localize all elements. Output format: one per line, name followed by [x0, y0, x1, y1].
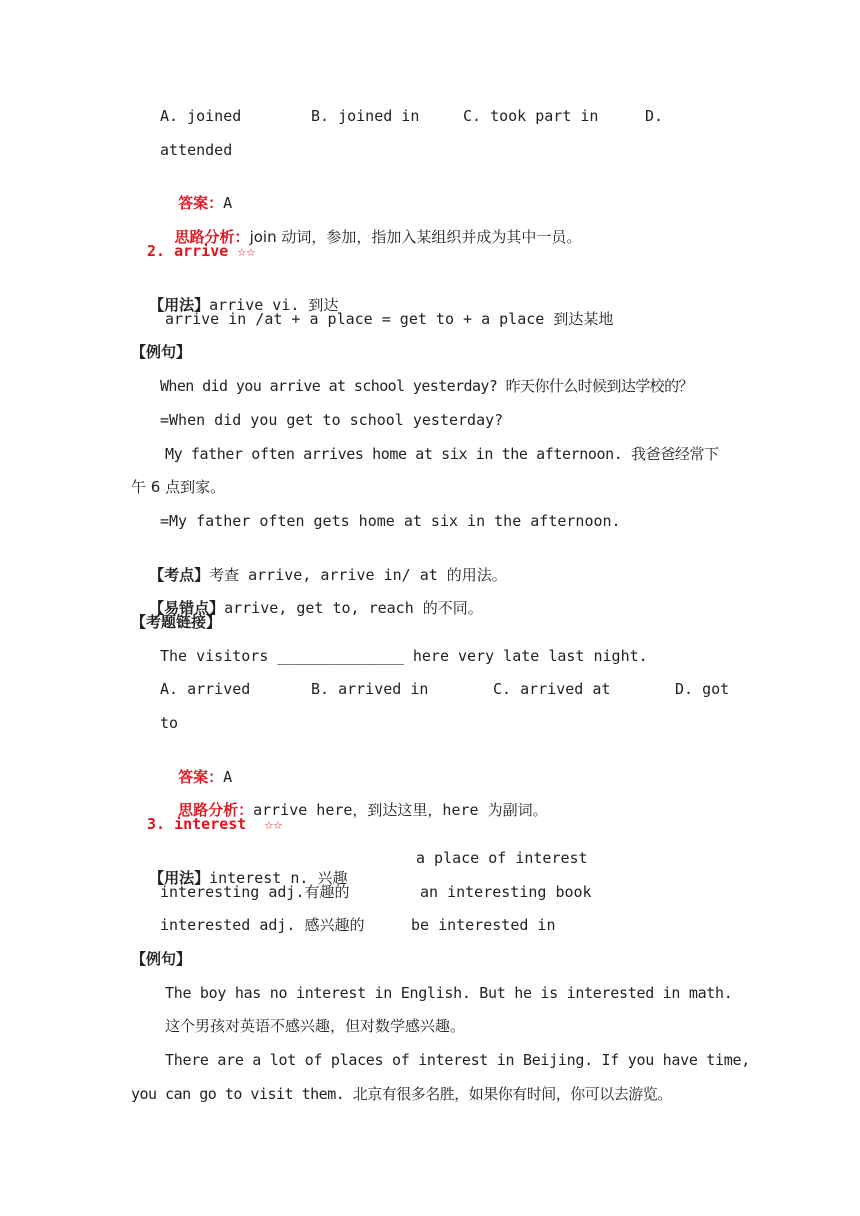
- analysis-text: join 动词，参加，指加入某组织并成为其中一员。: [249, 228, 582, 246]
- example-1-translation: 这个男孩对英语不感兴趣，但对数学感兴趣。: [165, 1017, 466, 1035]
- option-d-continued: attended: [160, 141, 233, 159]
- yicuo-text: arrive, get to, reach 的不同。: [224, 599, 483, 617]
- example-2: There are a lot of places of interest in Beijing. If you have time,: [165, 1051, 750, 1069]
- usage-example: a place of interest: [416, 849, 588, 867]
- answer-value: A: [223, 768, 233, 786]
- example-1: When did you arrive at school yesterday? 昨天你什么时候到达学校的？: [160, 377, 693, 395]
- example-label: 【例句】: [131, 950, 192, 968]
- section-heading-interest: 3. interest ☆☆: [147, 815, 283, 833]
- usage-label: 【用法】: [149, 869, 210, 887]
- kaodian-text: 考查 arrive, arrive in/ at 的用法。: [209, 566, 507, 584]
- usage-line-2: arrive in /at + a place = get to + a place 到达某地: [165, 310, 614, 328]
- example-2: My father often arrives home at six in the afternoon. 我爸爸经常下: [165, 445, 719, 463]
- option-c: C. arrived at: [493, 680, 611, 698]
- option-d-continued: to: [160, 714, 179, 732]
- kaodian-label: 【考点】: [149, 566, 210, 584]
- answer-label: 答案：: [178, 768, 224, 786]
- analysis-text: arrive here，到达这里，here 为副词。: [253, 801, 548, 819]
- yicuo-label: 【易错点】: [149, 599, 225, 617]
- example-label: 【例句】: [131, 343, 192, 361]
- option-a: A. joined: [160, 107, 242, 125]
- example-1b: =When did you get to school yesterday?: [160, 411, 504, 429]
- usage-word: interested adj. 感兴趣的: [160, 916, 365, 934]
- example-1: The boy has no interest in English. But he is interested in math.: [165, 984, 733, 1002]
- analysis-label: 思路分析：: [178, 801, 254, 819]
- usage-example: an interesting book: [420, 883, 592, 901]
- question-text: The visitors ______________ here very late last night.: [160, 647, 648, 665]
- example-2-continued: 午 6 点到家。: [131, 478, 226, 496]
- usage-text: arrive vi. 到达: [209, 296, 339, 314]
- option-a: A. arrived: [160, 680, 251, 698]
- example-2b: =My father often gets home at six in the afternoon.: [160, 512, 621, 530]
- option-d: D. got: [675, 680, 730, 698]
- usage-label: 【用法】: [149, 296, 210, 314]
- example-2-continued: you can go to visit them. 北京有很多名胜，如果你有时间，你可以去游览。: [131, 1085, 672, 1103]
- option-d: D.: [645, 107, 664, 125]
- link-label: 【考题链接】: [131, 613, 222, 631]
- option-c: C. took part in: [463, 107, 599, 125]
- section-heading-arrive: 2. arrive ☆☆: [147, 242, 256, 260]
- answer-label: 答案：: [178, 194, 224, 212]
- option-b: B. arrived in: [311, 680, 429, 698]
- usage-example: be interested in: [411, 916, 556, 934]
- answer-value: A: [223, 194, 233, 212]
- usage-word: interest n. 兴趣: [209, 869, 348, 887]
- usage-word: interesting adj.有趣的: [160, 883, 350, 901]
- option-b: B. joined in: [311, 107, 420, 125]
- analysis-label: 思路分析：: [174, 228, 250, 246]
